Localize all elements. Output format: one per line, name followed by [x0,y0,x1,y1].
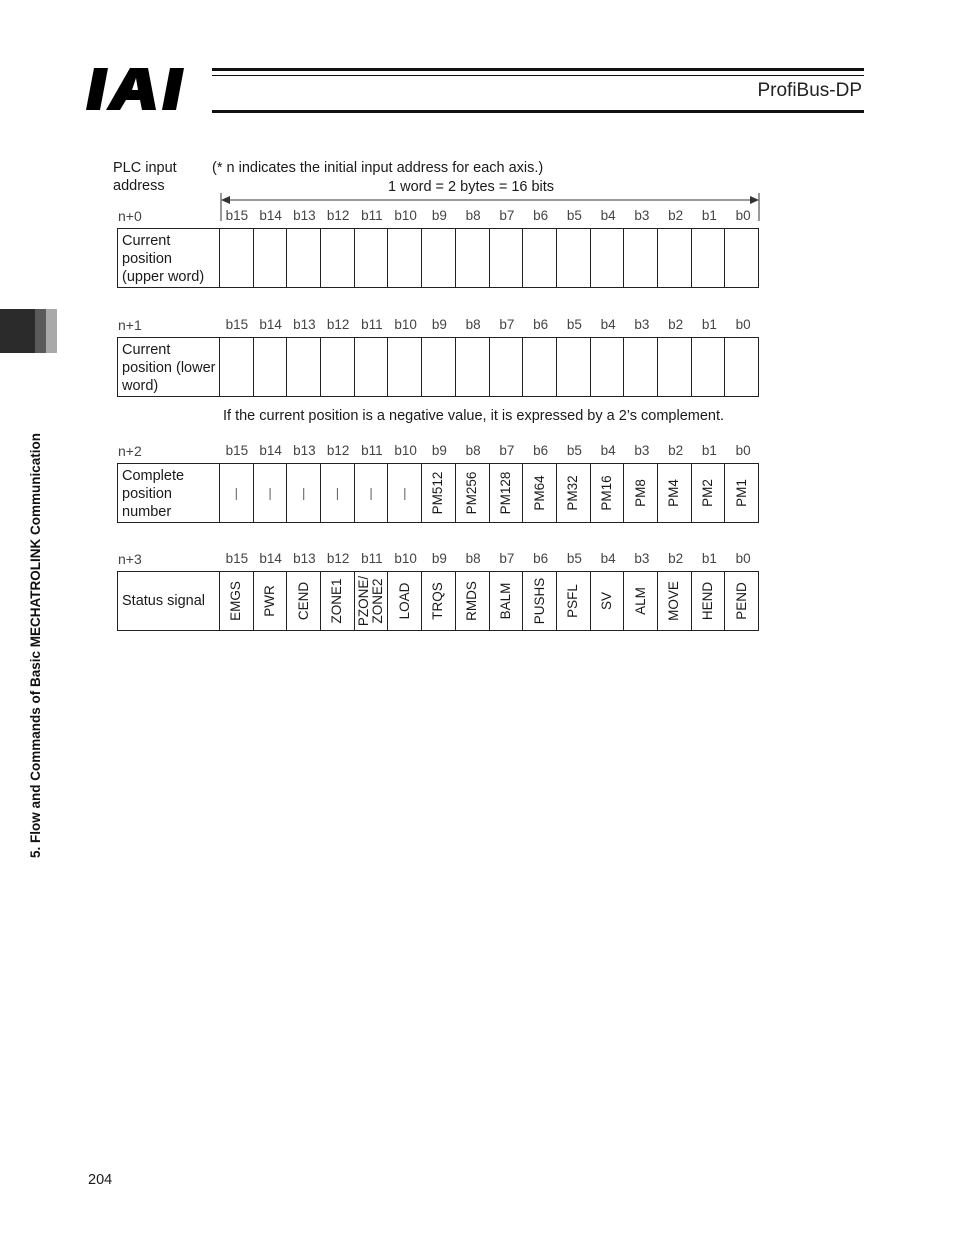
bit-label: b1 [701,208,717,223]
bit-cell [490,338,524,396]
bit-label-row [220,208,760,224]
bit-cell [456,572,490,630]
bit-label: b6 [533,443,549,458]
bit-label: b14 [259,443,282,458]
bit-cell [254,338,288,396]
unused-bit-mark: | [403,485,407,501]
bit-cell [591,464,625,522]
register-label: Current position (upper word) [118,229,220,287]
bit-cell [490,229,524,287]
register-label: Status signal [118,572,220,630]
bit-label: b7 [499,443,515,458]
bit-signal-name: EMGS [228,581,244,621]
bit-cell [725,338,758,396]
bit-label: b0 [735,208,751,223]
bit-cell [321,464,355,522]
bit-signal-name: HEND [699,581,715,621]
bit-label: b2 [668,551,684,566]
bit-label: b13 [293,551,316,566]
bit-cell [557,572,591,630]
unused-bit-mark: | [369,485,373,501]
bit-signal-name: PM8 [632,479,648,507]
bit-cell [557,464,591,522]
bit-label: b4 [600,208,616,223]
bit-label: b15 [225,317,249,332]
bit-cell [658,464,692,522]
bit-cell [355,338,389,396]
bit-label: b6 [533,551,549,566]
bit-label-row [220,317,760,333]
bit-cell [355,572,389,630]
bit-cell [321,572,355,630]
bit-signal-name: TRQS [430,582,446,620]
bit-cell [287,572,321,630]
bit-label: b2 [668,208,684,223]
bit-signal-name: PSFL [565,584,581,618]
bit-cell [591,229,625,287]
bit-label: b14 [259,317,282,332]
bit-label: b10 [394,443,417,458]
bit-cell [523,572,557,630]
header-title: ProfiBus-DP [757,80,862,101]
bit-cell [591,338,625,396]
bit-label: b13 [293,208,316,223]
bit-signal-name: PM512 [430,471,446,515]
bit-label: b9 [431,317,447,332]
bit-cell [456,464,490,522]
header-rule-top [212,68,864,71]
bit-label: b0 [735,443,751,458]
bit-label: b7 [499,551,515,566]
bit-cell [254,572,288,630]
bit-label: b11 [361,551,383,566]
bit-label: b3 [634,317,650,332]
bit-label: b7 [499,317,515,332]
bit-label: b9 [431,208,447,223]
bit-cell [658,338,692,396]
bit-label: b5 [566,551,582,566]
register-address: n+2 [118,443,142,459]
bit-cell [624,464,658,522]
bit-signal-name: SV [598,591,614,611]
bit-cell [422,229,456,287]
bit-cell [355,464,389,522]
unused-bit-mark: | [302,485,306,501]
iai-logo [86,64,208,114]
bit-signal-name: PUSHS [531,577,547,625]
bit-label: b10 [394,317,417,332]
bit-cell [692,229,726,287]
bit-label: b4 [600,317,616,332]
word-size-label: 1 word = 2 bytes = 16 bits [388,179,555,195]
bit-label: b8 [465,551,481,566]
bit-cell [456,338,490,396]
bit-signal-name: RMDS [464,581,480,621]
bit-label: b5 [566,443,582,458]
bit-label: b13 [293,443,316,458]
bit-signal-name: PM1 [733,479,749,507]
register-address: n+1 [118,317,142,333]
register-address: n+3 [118,551,142,567]
bit-label: b1 [701,317,717,332]
bit-label: b13 [293,317,316,332]
bit-label: b14 [259,208,282,223]
bit-cell [692,572,726,630]
unused-bit-mark: | [234,485,239,501]
bit-label: b8 [465,317,481,332]
bit-signal-name: PM256 [464,471,480,515]
bit-signal-name: LOAD [396,582,412,620]
bit-signal-name: PZONE/ ZONE2 [356,575,386,627]
unused-bit-mark: | [335,485,340,501]
bit-cell [624,572,658,630]
bit-label-row [220,551,760,567]
register-table [117,463,759,523]
bit-cell [287,229,321,287]
bit-signal-name: PWR [262,585,278,617]
bit-signal-name: ALM [632,587,648,615]
bit-label: b11 [361,317,383,332]
bit-label: b9 [431,443,447,458]
bit-signal-name: PM64 [531,475,547,511]
negative-value-note: If the current position is a negative value, it is expressed by a 2’s complement. [223,408,725,424]
bit-cell [388,464,422,522]
bit-signal-name: BALM [497,582,513,620]
bit-signal-name: PM32 [565,475,581,511]
bit-cell [725,572,758,630]
bit-cell [422,464,456,522]
chapter-title: 5. Flow and Commands of Basic MECHATROLINK Communication [28,432,43,858]
bit-cell [557,229,591,287]
bit-label: b0 [735,551,751,566]
bit-signal-name: PM4 [666,479,682,507]
bit-cell [388,338,422,396]
bit-label: b10 [394,208,417,223]
bit-cell [388,572,422,630]
bit-label: b11 [361,443,383,458]
header-rule-thin [212,75,864,76]
bit-cell [624,229,658,287]
bit-label: b10 [394,551,417,566]
bit-cell [422,338,456,396]
bit-label: b9 [431,551,447,566]
bit-label: b14 [259,551,282,566]
bit-label: b12 [326,317,350,332]
bit-cell [220,572,254,630]
bit-label: b0 [735,317,751,332]
bit-label: b5 [566,317,582,332]
page-number: 204 [88,1172,113,1188]
bit-cell [658,229,692,287]
bit-label: b6 [533,317,549,332]
bit-cell [321,338,355,396]
bit-cell [220,338,254,396]
bit-label: b3 [634,443,650,458]
bit-cell [321,229,355,287]
bit-cell [422,572,456,630]
bit-label: b12 [326,443,350,458]
bit-cell [220,229,254,287]
bit-cell [692,338,726,396]
bit-label: b15 [225,551,249,566]
bit-cell [725,464,758,522]
bit-cell [490,464,524,522]
bit-label: b4 [600,551,616,566]
bit-label: b2 [668,443,684,458]
register-label: Complete position number [118,464,220,522]
bit-label: b8 [465,208,481,223]
bit-label: b1 [701,551,717,566]
header-rule-bottom [212,110,864,113]
register-address: n+0 [118,208,142,224]
bit-label: b3 [634,208,650,223]
bit-label: b15 [225,443,249,458]
bit-label: b6 [533,208,549,223]
bit-signal-name: PM2 [699,479,715,507]
bit-cell [692,464,726,522]
bit-cell [523,338,557,396]
bit-signal-name: PEND [733,582,749,620]
register-table [117,571,759,631]
chapter-tab [0,309,57,353]
bit-signal-name: PM128 [497,471,513,515]
bit-signal-name: ZONE1 [329,578,345,624]
bit-signal-name: PM16 [598,475,614,511]
bit-label: b12 [326,551,350,566]
address-note: (* n indicates the initial input address for each axis.) [212,160,544,176]
bit-cell [624,338,658,396]
register-table [117,337,759,397]
plc-input-address-label: PLC input address [113,160,177,194]
bit-cell [523,229,557,287]
bit-signal-name: MOVE [666,581,682,621]
unused-bit-mark: | [268,485,272,501]
bit-cell [523,464,557,522]
bit-cell [591,572,625,630]
bit-label: b5 [566,208,582,223]
bit-cell [254,464,288,522]
bit-label: b7 [499,208,515,223]
bit-cell [388,229,422,287]
bit-label: b8 [465,443,481,458]
bit-label: b1 [701,443,717,458]
bit-label: b11 [361,208,383,223]
bit-label: b4 [600,443,616,458]
bit-cell [220,464,254,522]
bit-label: b15 [225,208,249,223]
bit-cell [490,572,524,630]
bit-cell [725,229,758,287]
bit-cell [287,338,321,396]
bit-cell [254,229,288,287]
bit-label: b3 [634,551,650,566]
bit-label-row [220,443,760,459]
bit-cell [557,338,591,396]
bit-label: b12 [326,208,350,223]
bit-cell [287,464,321,522]
bit-signal-name: CEND [295,581,311,621]
bit-cell [456,229,490,287]
register-label: Current position (lower word) [118,338,220,396]
bit-cell [355,229,389,287]
bit-label: b2 [668,317,684,332]
bit-cell [658,572,692,630]
register-table [117,228,759,288]
